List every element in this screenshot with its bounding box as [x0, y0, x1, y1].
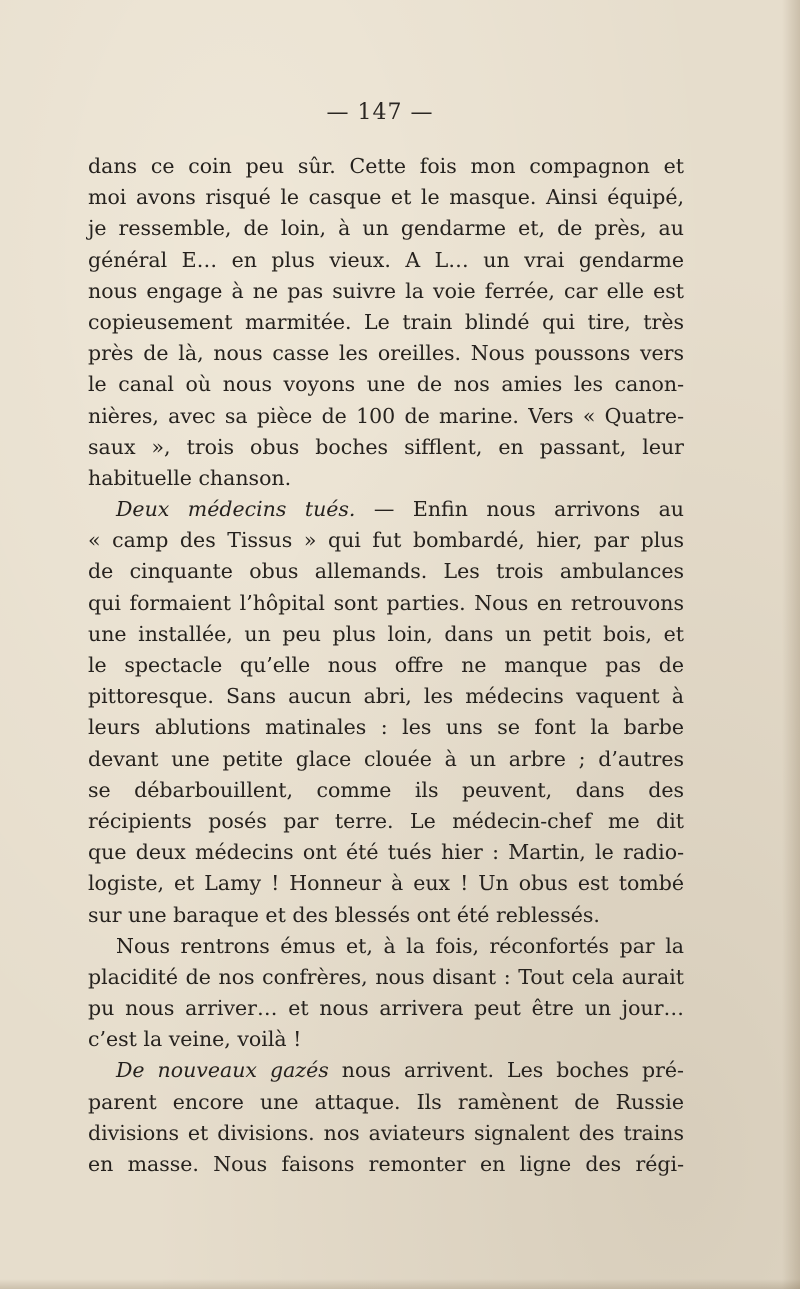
text-line: [88, 556, 684, 587]
line-text: devant une petite glace clouée à un arbre ; d’autres: [88, 746, 684, 771]
page-edge-shadow: [782, 0, 800, 1289]
text-line: [88, 588, 684, 619]
line-text: pittoresque. Sans aucun abri, les médecins vaquent à: [88, 684, 684, 709]
line-text: parent encore une attaque. Ils ramènent de Russie: [88, 1089, 684, 1114]
text-line: [88, 993, 684, 1024]
body-text: [88, 151, 684, 1180]
page-bottom-shadow: [0, 1279, 800, 1289]
line-text: de cinquante obus allemands. Les trois ambulances: [88, 559, 684, 584]
text-line: [88, 1149, 684, 1180]
text-line: [88, 525, 684, 556]
line-text: que deux médecins ont été tués hier : Martin, le radio-: [88, 840, 684, 865]
text-line: [88, 806, 684, 837]
text-line: [88, 369, 684, 400]
line-text: nous engage à ne pas suivre la voie ferrée, car elle est: [88, 278, 684, 303]
line-text: je ressemble, de loin, à un gendarme et, de près, au: [88, 216, 684, 241]
line-text: leurs ablutions matinales : les uns se font la barbe: [88, 715, 684, 740]
line-text: en masse. Nous faisons remonter en ligne des régi-: [88, 1152, 684, 1176]
text-line: [88, 931, 684, 962]
text-line: [88, 681, 684, 712]
line-text: une installée, un peu plus loin, dans un petit bois, et: [88, 621, 684, 646]
text-line: [88, 1055, 684, 1086]
line-text: récipients posés par terre. Le médecin-chef me dit: [88, 808, 684, 833]
line-text: c’est la veine, voilà !: [88, 1027, 302, 1052]
text-line: [88, 432, 684, 463]
line-text: le spectacle qu’elle nous offre ne manque pas de: [88, 653, 684, 677]
line-text: sur une baraque et des blessés ont été reblessés.: [88, 902, 600, 927]
line-text: copieusement marmitée. Le train blindé qui tire, très: [88, 309, 684, 334]
text-line: [88, 650, 684, 681]
line-text: — Enfin nous arrivons au: [355, 497, 685, 522]
text-line: [88, 494, 684, 525]
line-text: le canal où nous voyons une de nos amies les canon-: [88, 372, 684, 397]
line-text: placidité de nos confrères, nous disant : Tout cela aurait: [88, 964, 684, 989]
line-text: général E… en plus vieux. A L… un vrai gendarme: [88, 247, 684, 272]
text-line: [88, 401, 684, 432]
text-line: [88, 1118, 684, 1149]
line-text: moi avons risqué le casque et le masque. Ainsi équipé,: [88, 185, 684, 210]
text-line: [88, 245, 684, 276]
line-text: nous arrivent. Les boches pré-: [328, 1058, 684, 1083]
line-text: pu nous arriver… et nous arrivera peut être un jour…: [88, 996, 684, 1021]
page-number: — 147 —: [326, 100, 434, 125]
line-text: dans ce coin peu sûr. Cette fois mon compagnon et: [88, 154, 684, 178]
text-line: [88, 837, 684, 868]
line-text: divisions et divisions. nos aviateurs signalent des trains: [88, 1120, 684, 1145]
line-text: « camp des Tissus » qui fut bombardé, hier, par plus: [88, 528, 684, 553]
text-line: [88, 276, 684, 307]
line-text: habituelle chanson.: [88, 465, 292, 490]
text-line: [88, 1087, 684, 1118]
text-line: [88, 775, 684, 806]
line-text: Nous rentrons émus et, à la fois, réconfortés par la: [116, 933, 684, 958]
text-line: [88, 619, 684, 650]
line-text: saux », trois obus boches sifflent, en passant, leur: [88, 434, 684, 459]
text-line: [88, 868, 684, 899]
text-line: [88, 182, 684, 213]
text-line: [88, 338, 684, 369]
line-text: logiste, et Lamy ! Honneur à eux ! Un obus est tombé: [88, 871, 684, 896]
text-line: [88, 463, 684, 494]
line-text: se débarbouillent, comme ils peuvent, dans des: [88, 777, 684, 802]
text-line: [88, 962, 684, 993]
text-line: [88, 900, 684, 931]
text-line: [88, 213, 684, 244]
line-text: près de là, nous casse les oreilles. Nous poussons vers: [88, 341, 684, 366]
line-text: nières, avec sa pièce de 100 de marine. Vers « Quatre-: [88, 403, 684, 428]
line-text: qui formaient l’hôpital sont parties. Nous en retrouvons: [88, 590, 684, 615]
section-heading: De nouveaux gazés: [116, 1058, 329, 1083]
text-line: [88, 712, 684, 743]
text-line: [88, 151, 684, 182]
text-line: [88, 744, 684, 775]
text-line: [88, 307, 684, 338]
section-heading: Deux médecins tués.: [116, 497, 356, 522]
text-line: [88, 1024, 684, 1055]
